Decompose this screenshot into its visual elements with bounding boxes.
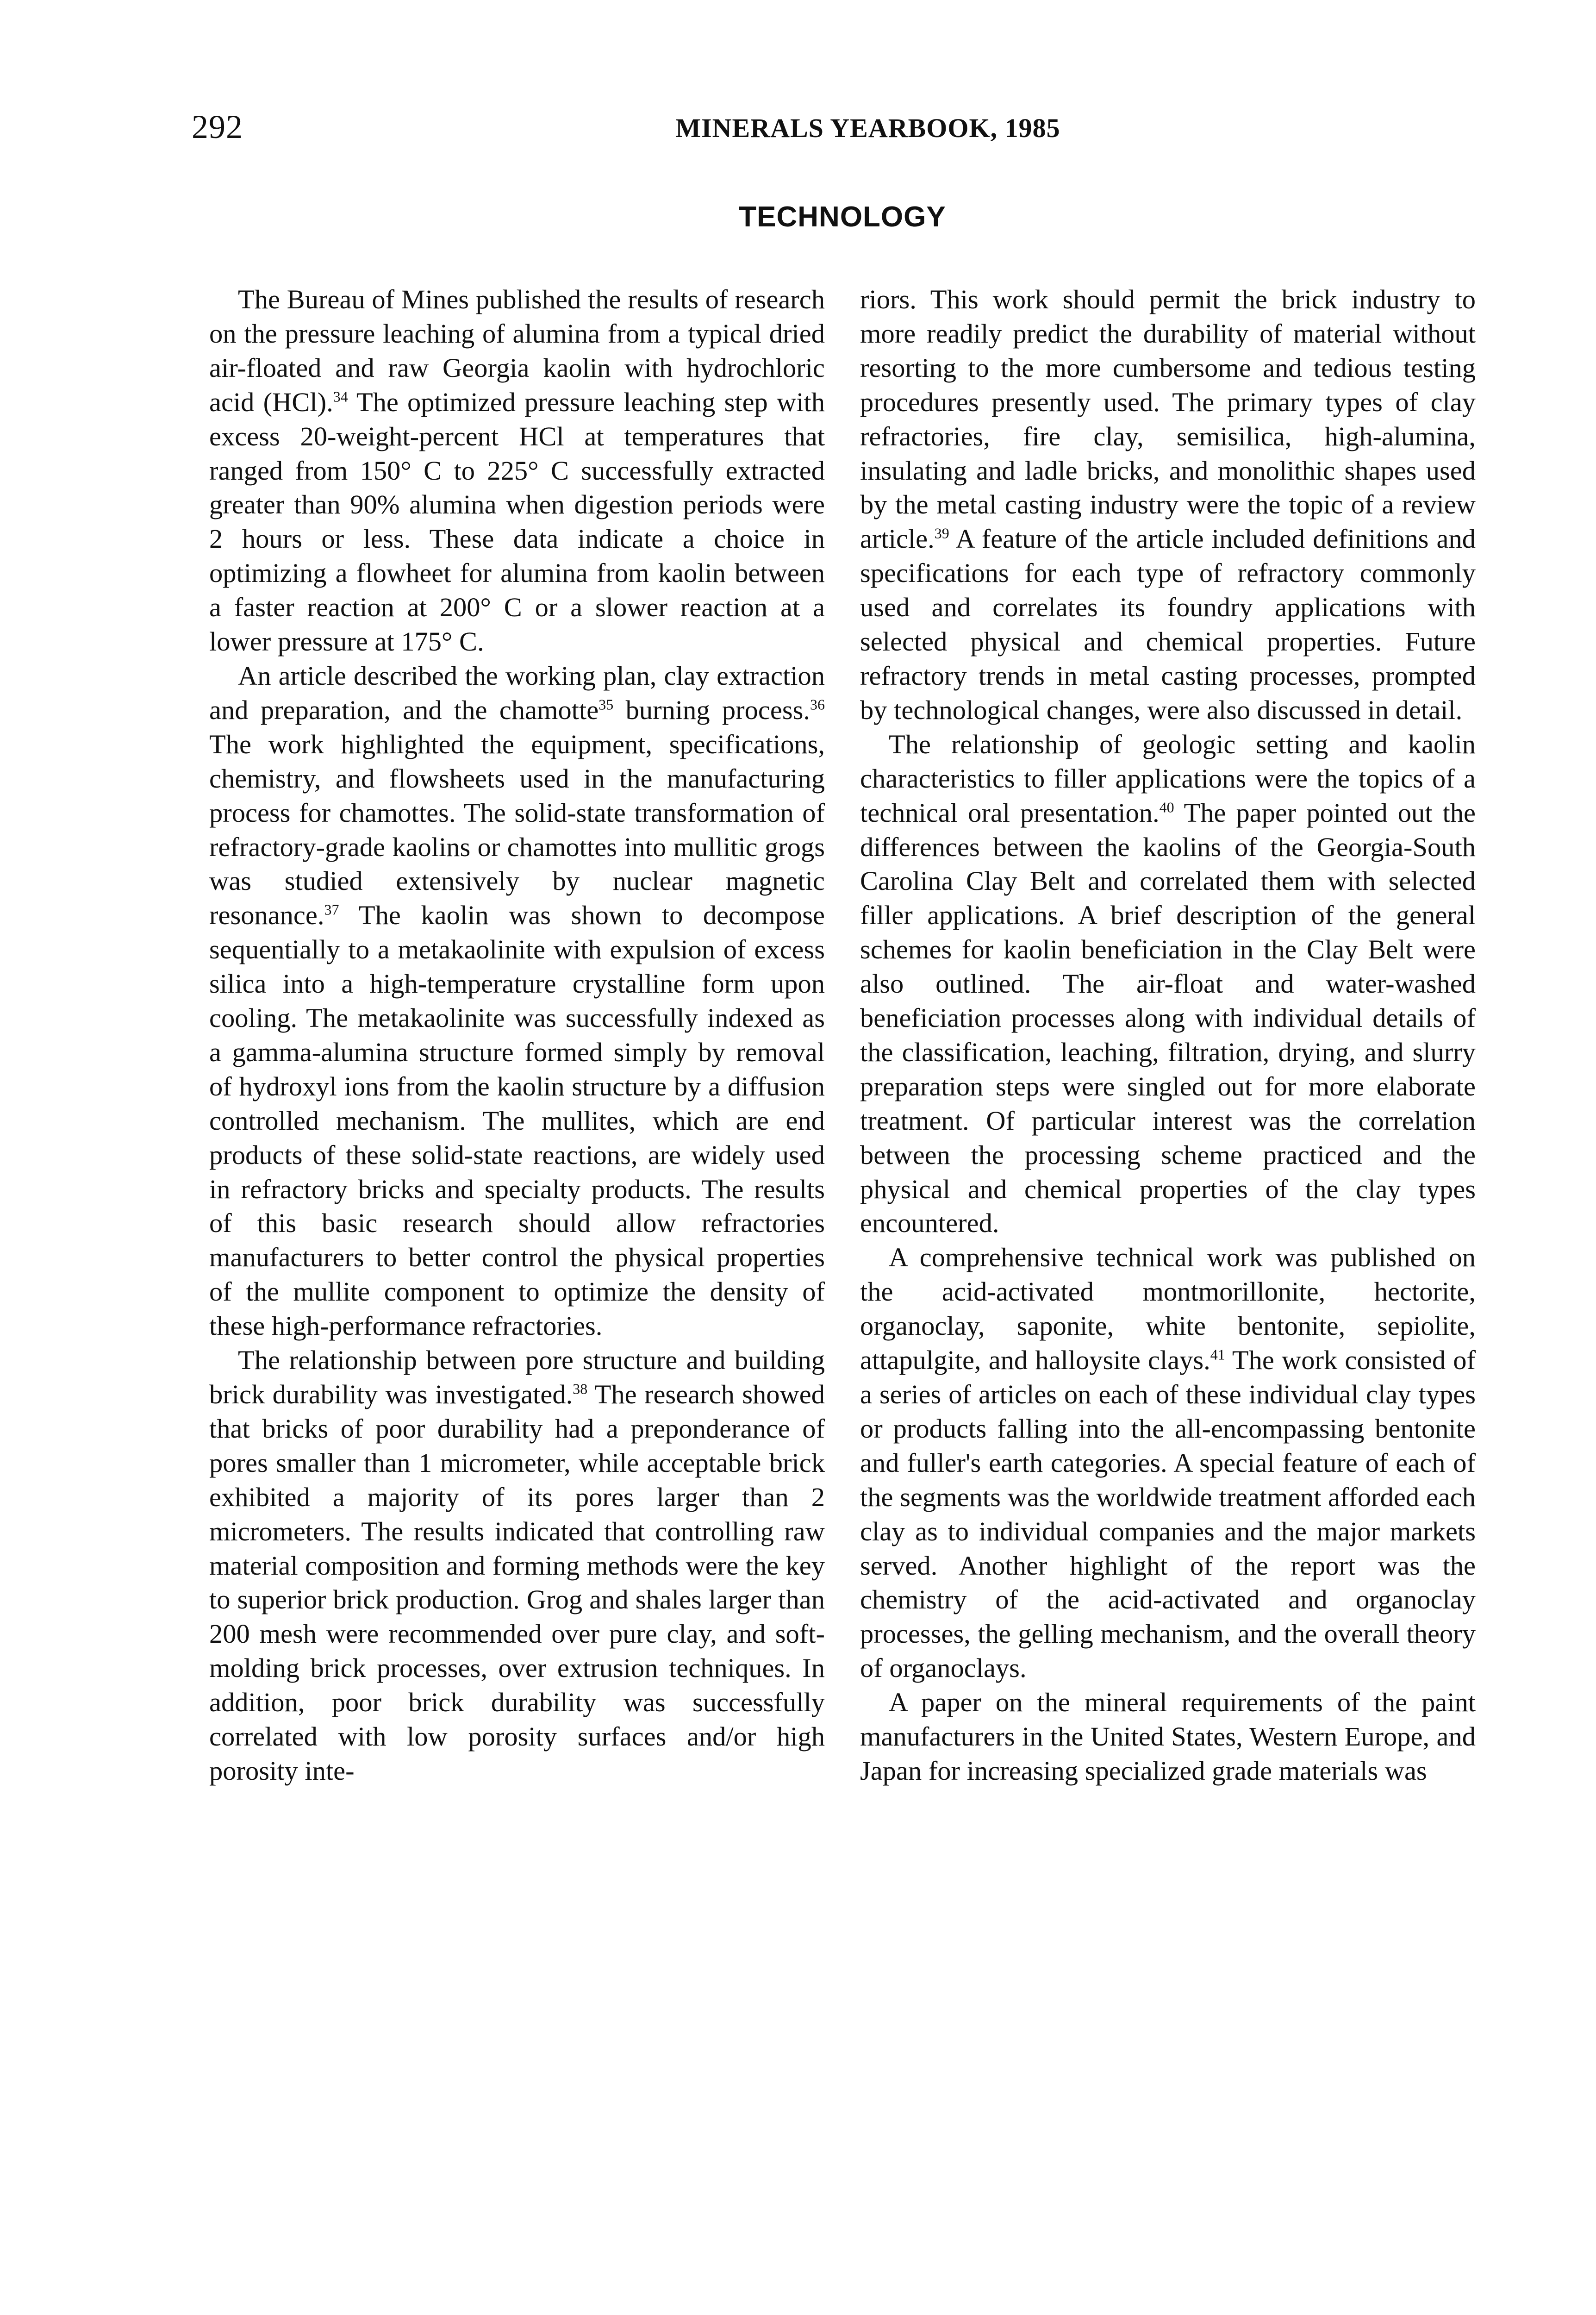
paragraph-text: An article described the working plan, clay extraction and preparation, and the chamotte [209,660,825,725]
footnote-ref: 41 [1210,1346,1225,1363]
footnote-ref: 34 [333,388,348,405]
footnote-ref: 37 [324,901,339,918]
paragraph-text: The optimized pressure leaching step with excess 20-weight-percent HCl at temperatures that ranged from 150° C to 225° C successfully extracted greater than 90% alumina when digestion periods were 2 hours or less. These data indicate a choice in optimizing a flowheet for alumina from kaolin between a faster reaction at 200° C or a slower reaction at a lower pressure at 175° C. [209,387,825,657]
paragraph-kaolin-filler [860,727,1476,1241]
paragraph-text: The paper pointed out the differences between the kaolins of the Georgia-South Carolina Clay Belt and correlated them with selected filler applications. A brief description of the general schemes for kaolin beneficiation in the Clay Belt were also outlined. The air-float and water-washed beneficiation processes along with individual details of the classification, leaching, filtration, drying, and slurry preparation steps were singled out for more elaborate treatment. Of particular interest was the correlation between the processing scheme practiced and the physical and chemical properties of the clay types encountered. [860,797,1476,1239]
footnote-ref: 38 [573,1380,588,1397]
paragraph-text: The work consisted of a series of articles on each of these individual clay types or products falling into the all-encompassing bentonite and fuller's earth categories. A special feature of each of the segments was the worldwide treatment afforded each clay as to individual companies and the major markets served. Another highlight of the report was the chemistry of the acid-activated and organoclay processes, the gelling mechanism, and the overall theory of organoclays. [860,1345,1476,1683]
paragraph-brick-durability [209,1343,825,1788]
page-number: 292 [192,108,243,145]
paragraph-chamotte [209,659,825,1343]
paragraph-refractories-continued [860,282,1476,727]
running-title: MINERALS YEARBOOK, 1985 [675,113,1060,143]
footnote-ref: 40 [1159,799,1174,816]
paragraph-text: The relationship of geologic setting and kaolin characteristics to filler applications were the topics of a technical oral presentation. [860,729,1476,828]
right-column [860,282,1476,1788]
paragraph-text: riors. This work should permit the brick industry to more readily predict the durability of material without resorting to the more cumbersome and tedious testing procedures presently used. The primary types of clay refractories, fire clay, semisilica, high-alumina, insulating and ladle bricks, and monolithic shapes used by the metal casting industry were the topic of a review article. [860,284,1476,554]
left-column [209,282,825,1788]
footnote-ref: 36 [810,696,825,713]
footnote-ref: 39 [934,525,949,542]
paragraph-text: A comprehensive technical work was published on the acid-activated montmorillonite, hectorite, organoclay, saponite, white bentonite, sepiolite, attapulgite, and halloysite clays. [860,1242,1476,1376]
paragraph-hcl-leaching [209,282,825,659]
section-title: TECHNOLOGY [739,201,946,233]
paragraph-text: A paper on the mineral requirements of the paint manufacturers in the United States, Western Europe, and Japan for increasing specialized grade materials was [860,1687,1476,1786]
paragraph-text: The research showed that bricks of poor durability had a preponderance of pores smaller than 1 micrometer, while acceptable brick exhibited a majority of its pores larger than 2 micrometers. The results indicated that controlling raw material composition and forming methods were the key to superior brick production. Grog and shales larger than 200 mesh were recommended over pure clay, and soft-molding brick processes, over extrusion techniques. In addition, poor brick durability was successfully correlated with low porosity surfaces and/or high porosity inte- [209,1379,825,1786]
paragraph-text: The Bureau of Mines published the results of research on the pressure leaching of alumina from a typical dried air-floated and raw Georgia kaolin with hydrochloric acid (HCl). [209,284,825,417]
paragraph-text: burning process. [613,694,810,725]
paragraph-text: The work highlighted the equipment, specifications, chemistry, and flowsheets used in the manufacturing process for chamottes. The solid-state transformation of refractory-grade kaolins or chamottes into mullitic grogs was studied extensively by nuclear magnetic resonance. [209,729,825,931]
paragraph-acid-activated-clays [860,1240,1476,1685]
paragraph-paint-minerals [860,1685,1476,1788]
paragraph-text: A feature of the article included definitions and specifications for each type of refractory commonly used and correlates its foundry applications with selected physical and chemical properties. Future refractory trends in metal casting processes, prompted by technological changes, were also discussed in detail. [860,524,1476,725]
paragraph-text: The kaolin was shown to decompose sequentially to a metakaolinite with expulsion of excess silica into a high-temperature crystalline form upon cooling. The metakaolinite was successfully indexed as a gamma-alumina structure formed simply by removal of hydroxyl ions from the kaolin structure by a diffusion controlled mechanism. The mullites, which are end products of these solid-state reactions, are widely used in refractory bricks and specialty products. The results of this basic research should allow refractories manufacturers to better control the physical properties of the mullite component to optimize the density of these high-performance refractories. [209,900,825,1341]
paragraph-text: The relationship between pore structure and building brick durability was investigated. [209,1345,825,1409]
footnote-ref: 35 [598,696,614,713]
